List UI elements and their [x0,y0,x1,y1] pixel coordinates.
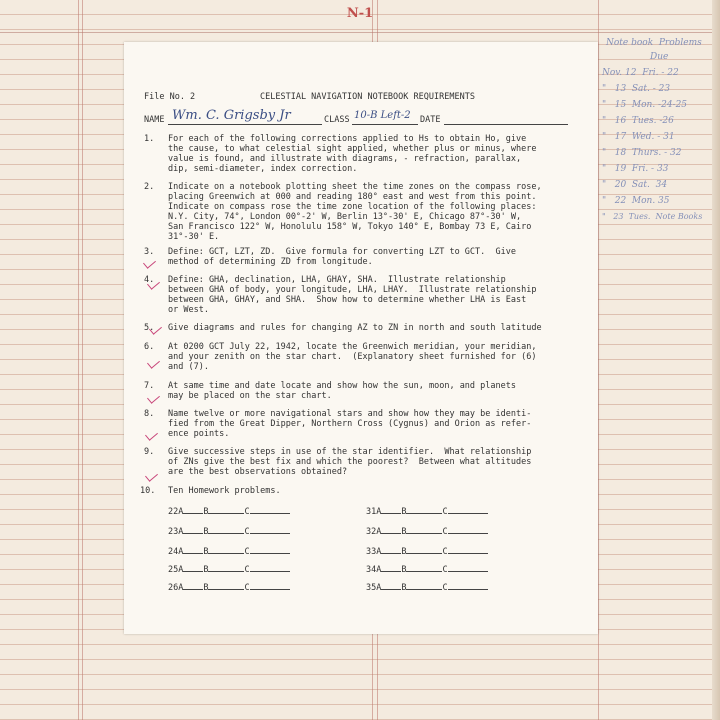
answer-blank [208,525,244,534]
item-number: 3. [144,247,155,257]
margin-note-title: Note book Problems [606,38,702,48]
margin-note-row: " 15 Mon. -24-25 [602,100,688,110]
c-label: C [442,507,448,517]
answer-blank [250,581,290,590]
homework-row [168,505,290,517]
answer-blank [208,563,244,572]
item-line: Indicate on a notebook plotting sheet the time zones on the compass rose, [168,182,542,192]
item-line: may be placed on the star chart. [168,391,332,401]
b-label: B [401,527,407,537]
item-line: or West. [168,305,209,315]
b-label: B [203,507,209,517]
date-line [444,124,568,125]
margin-note-row: " 18 Thurs. - 32 [602,148,682,158]
item-number: 6. [144,342,155,352]
c-label: C [442,583,448,593]
answer-blank [448,581,488,590]
top-rule [0,32,720,33]
item-line: between GHA, GHAY, and SHA. Show how to determine whether LHA is East [168,295,527,305]
homework-row [168,525,290,537]
answer-blank [448,525,488,534]
answer-blank [183,545,203,554]
item-line: are the best observations obtained? [168,467,348,477]
document-title: CELESTIAL NAVIGATION NOTEBOOK REQUIREMENTS [260,92,475,102]
b-label: B [401,547,407,557]
margin-line-right [598,0,599,720]
answer-blank [250,545,290,554]
answer-blank [183,581,203,590]
class-handwritten: 10-B Left-2 [354,110,411,121]
margin-note-row: " 17 Wed. - 31 [602,132,675,142]
problem-number: 24A [168,547,184,557]
item-line: Ten Homework problems. [168,486,281,496]
margin-note-row: " 16 Tues. -26 [602,116,674,126]
margin-note-row: " 22 Mon. 35 [602,196,670,206]
item-number: 1. [144,134,155,144]
answer-blank [183,525,203,534]
item-line: value is found, and illustrate with diagrams, - refraction, parallax, [168,154,522,164]
item-number: 9. [144,447,155,457]
problem-number: 33A [366,547,382,557]
item-line: method of determining ZD from longitude. [168,257,373,267]
check-mark [147,391,160,403]
item-line: and your zenith on the star chart. (Explanatory sheet furnished for (6) [168,352,537,362]
b-label: B [401,583,407,593]
homework-row [366,563,488,575]
homework-row [366,525,488,537]
item-line: 31°-30' E. [168,232,220,242]
answer-blank [381,563,401,572]
item-line: ence points. [168,429,230,439]
item-line: fied from the Great Dipper, Northern Cross (Cygnus) and Orion as refer- [168,419,532,429]
homework-row [168,563,290,575]
answer-blank [250,563,290,572]
b-label: B [203,565,209,575]
check-mark [145,469,158,481]
c-label: C [244,507,250,517]
item-number: 10. [140,486,156,496]
answer-blank [448,563,488,572]
problem-number: 26A [168,583,184,593]
answer-blank [208,581,244,590]
answer-blank [381,525,401,534]
item-line: N.Y. City, 74°, London 00°-2' W, Berlin 13°-30' E, Chicago 87°-30' W, [168,212,522,222]
item-number: 5. [144,323,155,333]
answer-blank [183,563,203,572]
item-number: 8. [144,409,155,419]
class-line [352,124,418,125]
problem-number: 35A [366,583,382,593]
item-line: Define: GHA, declination, LHA, GHAY, SHA. Illustrate relationship [168,275,506,285]
item-line: and (7). [168,362,209,372]
margin-note-row: " 13 Sat. - 23 [602,84,671,94]
answer-blank [208,545,244,554]
name-line [168,124,322,125]
item-line: For each of the following corrections applied to Hs to obtain Ho, give [168,134,527,144]
c-label: C [244,527,250,537]
b-label: B [203,527,209,537]
homework-row [366,545,488,557]
problem-number: 31A [366,507,382,517]
check-mark [145,428,158,440]
item-line: dip, semi-diameter, index correction. [168,164,358,174]
b-label: B [203,547,209,557]
answer-blank [448,505,488,514]
answer-blank [250,505,290,514]
item-line: between GHA of body, your longitude, LHA, LHAY. Illustrate relationship [168,285,537,295]
item-line: the cause, to what celestial sight applied, whether plus or minus, where [168,144,537,154]
answer-blank [208,505,244,514]
problem-number: 32A [366,527,382,537]
item-line: Give diagrams and rules for changing AZ to ZN in north and south latitude [168,323,542,333]
item-line: Give successive steps in use of the star identifier. What relationship [168,447,532,457]
c-label: C [442,547,448,557]
class-label: CLASS [324,115,350,125]
answer-blank [381,545,401,554]
answer-blank [250,525,290,534]
name-handwritten: Wm. C. Grigsby Jr [172,108,291,123]
item-line: At same time and date locate and show how the sun, moon, and planets [168,381,516,391]
answer-blank [448,545,488,554]
homework-row [168,581,290,593]
margin-note-row: Nov. 12 Fri. - 22 [602,68,679,78]
homework-row [366,581,488,593]
item-line: Indicate on compass rose the time zone location of the following places: [168,202,537,212]
c-label: C [442,527,448,537]
homework-row [168,545,290,557]
binding-edge [712,0,720,720]
answer-blank [183,505,203,514]
page-header: N-1 [346,6,374,21]
margin-note-row: " 19 Fri. - 33 [602,164,669,174]
problem-number: 23A [168,527,184,537]
document-sheet [124,42,598,634]
problem-number: 34A [366,565,382,575]
file-number: File No. 2 [144,92,196,102]
date-label: DATE [420,115,441,125]
b-label: B [203,583,209,593]
item-line: Define: GCT, LZT, ZD. Give formula for converting LZT to GCT. Give [168,247,516,257]
c-label: C [244,583,250,593]
check-mark [147,356,160,368]
c-label: C [244,547,250,557]
answer-blank [381,581,401,590]
answer-blank [406,581,442,590]
margin-note-title: Due [650,52,669,62]
answer-blank [406,545,442,554]
answer-blank [381,505,401,514]
c-label: C [442,565,448,575]
margin-line-left [78,0,79,720]
name-label: NAME [144,115,165,125]
item-line: of ZNs give the best fix and which the poorest? Between what altitudes [168,457,532,467]
c-label: C [244,565,250,575]
problem-number: 22A [168,507,184,517]
item-number: 2. [144,182,155,192]
answer-blank [406,525,442,534]
item-line: San Francisco 122° W, Honolulu 158° W, Tokyo 140° E, Bombay 73 E, Cairo [168,222,532,232]
answer-blank [406,563,442,572]
answer-blank [406,505,442,514]
margin-note-row: " 20 Sat. 34 [602,180,668,190]
item-line: Name twelve or more navigational stars and show how they may be identi- [168,409,532,419]
check-mark [143,256,156,268]
b-label: B [401,565,407,575]
item-number: 4. [144,275,155,285]
item-line: placing Greenwich at 000 and reading 180° east and west from this point. [168,192,537,202]
item-line: At 0200 GCT July 22, 1942, locate the Greenwich meridian, your meridian, [168,342,537,352]
problem-number: 25A [168,565,184,575]
margin-line-left-2 [82,0,83,720]
margin-note-row: " 23 Tues. Note Books [602,212,703,221]
homework-row [366,505,488,517]
item-number: 7. [144,381,155,391]
b-label: B [401,507,407,517]
